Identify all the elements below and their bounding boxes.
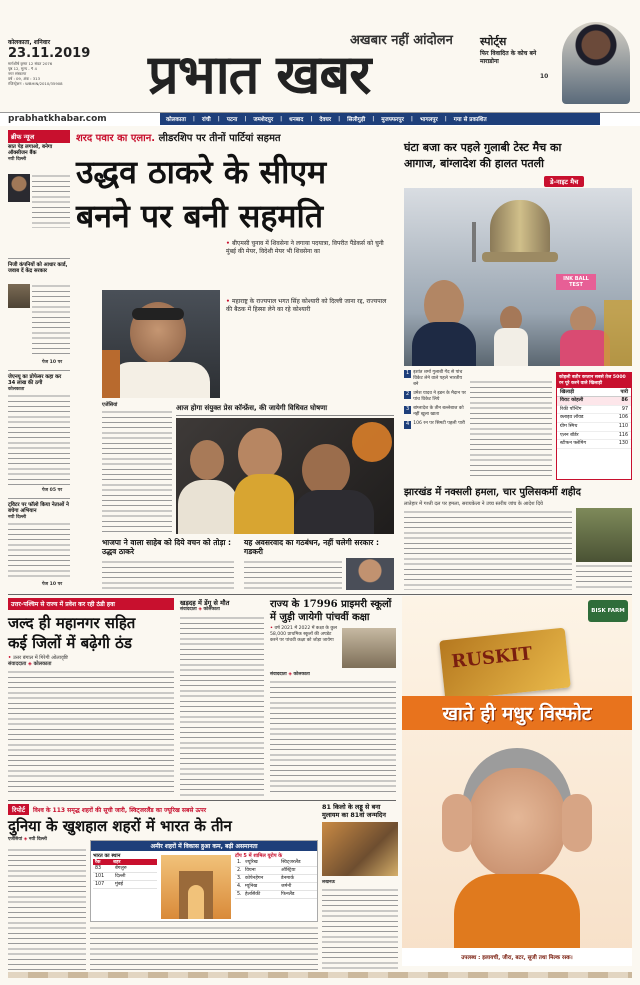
police-caption bbox=[576, 564, 632, 590]
report-text bbox=[8, 848, 86, 976]
school-bullet: • वर्ष 2021 में 2022 में कक्षा के कुल 58,000 प्राथमिक स्कूलों की अपडेट करने पर पांचवी कक्षा को जोड़ा जायेगा bbox=[270, 626, 338, 643]
brief-item[interactable] bbox=[8, 262, 70, 365]
masthead-date-detail: मार्गशीर्ष कृष्ण 12 संवत 2076 bbox=[8, 61, 53, 66]
lead-bullet: • महाराष्ट्र के राज्यपाल भगत सिंह कोश्यारी को दिल्ली जाना रद्द, राज्यपाल की बैठक में हिस्सा लेने का रहे कोश्यारी bbox=[226, 298, 387, 313]
india-col-city: शहर bbox=[113, 860, 121, 865]
school-photo bbox=[342, 628, 396, 668]
sub-story-left-text bbox=[102, 560, 234, 590]
fact-item: 3 बांग्लादेश के तीन बल्लेबाज को नहीं खुला खाता bbox=[404, 406, 466, 418]
cricket-story bbox=[404, 140, 632, 392]
dengue-text bbox=[180, 616, 264, 796]
top-row bbox=[235, 859, 317, 867]
masthead-date: 23.11.2019 bbox=[8, 46, 91, 61]
graphic-title: अमीर शहरों में विकास हुआ कम, बढ़ी असमानता bbox=[91, 841, 317, 851]
kohli-row bbox=[557, 440, 631, 449]
school-bullet-text: वर्ष 2021 में 2022 में कक्षा के कुल 58,000 प्राथमिक स्कूलों की अपडेट करने पर पांचवी कक्षा को जोड़ा जायेगा bbox=[270, 626, 338, 643]
brief-heading: ब्रीफ न्यूज bbox=[8, 130, 70, 143]
gadkari-photo bbox=[346, 558, 394, 590]
uddhav-photo bbox=[102, 290, 220, 398]
fact-text: 106 रन पर सिमटी पहली पारी bbox=[413, 421, 465, 426]
brief-text bbox=[32, 284, 70, 358]
cold-story bbox=[8, 598, 174, 798]
jharkhand-headline: झारखंड में नक्सली हमला, चार पुलिसकर्मी शहीद bbox=[404, 487, 581, 498]
top-row bbox=[235, 867, 317, 875]
cricket-headline[interactable] bbox=[404, 140, 632, 172]
masthead-meta bbox=[8, 38, 98, 86]
report-kicker-row bbox=[8, 804, 318, 815]
india-row-cell: 101 bbox=[95, 874, 105, 879]
ruskit-ad[interactable] bbox=[402, 596, 632, 966]
city-item: जमशेदपुर bbox=[253, 117, 274, 123]
india-row-cell: 107 bbox=[95, 882, 105, 887]
india-row-cell: मुंबई bbox=[115, 882, 123, 887]
report-kicker: विश्व के 113 समृद्ध शहरों की सूची जारी, स्विट्जरलैंड का ज्यूरिख सबसे ऊपर bbox=[33, 806, 207, 814]
city-item: सिलीगुड़ी bbox=[347, 117, 366, 123]
cities-graphic bbox=[90, 840, 318, 922]
cold-headline-line2: कई जिलों में बढ़ेगी ठंड bbox=[8, 634, 132, 652]
brief-title: निजी कंपनियों को आधार कार्ड, जवाब दें केंद्र सरकार bbox=[8, 262, 68, 275]
kohli-player: एलन बॉर्डर bbox=[560, 432, 579, 438]
masthead-reg2: रजिस्ट्रेशन : WBHIN/2010/35908 bbox=[8, 81, 63, 86]
jharkhand-sub: लातेहार में गश्ती दल पर हमला, सरायकेला ने उच्च स्तरीय जांच के आदेश दिये bbox=[404, 501, 543, 507]
top-row-cell: 5. bbox=[237, 892, 242, 897]
lead-bullet-text: महाराष्ट्र के राज्यपाल भगत सिंह कोश्यारी को दिल्ली जाना रद्द, राज्यपाल की बैठक में हिस्सा लेने का रहे कोश्यारी bbox=[226, 298, 387, 313]
cold-byline-text: संवाददाता bbox=[8, 661, 27, 667]
top-row-cell: 3. bbox=[237, 876, 242, 881]
fact-text: बांग्लादेश के तीन बल्लेबाज को नहीं खुला खाता bbox=[413, 406, 464, 417]
brief-page: पेज 10 पर bbox=[42, 360, 63, 365]
school-headline-line1: राज्य के 17996 प्राइमरी स्कूलों bbox=[270, 599, 392, 610]
india-rows bbox=[93, 865, 157, 889]
top-row bbox=[235, 883, 317, 891]
top-five-table bbox=[235, 853, 317, 899]
pink-ball-sign: INK BALL TEST bbox=[556, 274, 596, 290]
lead-kicker-2: लीडरशिप पर तीनों पार्टियां सहमत bbox=[158, 133, 281, 144]
cold-sub-text: उत्तर बंगाल में गिरेगी ओलावृष्टि bbox=[12, 655, 68, 661]
brief-title: सात पेड़ लगाओ, बनेगा ऑक्सीजन बैंक bbox=[8, 144, 53, 157]
mulayam-headline-line2: मुलायम का 81वां जन्मदिन bbox=[322, 810, 386, 819]
masthead-title: प्रभात खबर bbox=[148, 42, 371, 106]
mulayam-photo bbox=[322, 822, 398, 876]
india-row-cell: बेंगलुरु bbox=[115, 866, 127, 871]
city-item: गया से प्रकाशित bbox=[453, 117, 487, 123]
mulayam-headline[interactable] bbox=[322, 804, 398, 819]
jharkhand-story[interactable] bbox=[404, 486, 632, 592]
top-rows bbox=[235, 859, 317, 899]
footer-bar bbox=[8, 972, 632, 978]
kohli-row bbox=[557, 397, 631, 406]
cold-headline-line1: जल्द ही महानगर सहित bbox=[8, 614, 136, 632]
kohli-player: रिकी पॉन्टिंग bbox=[560, 406, 582, 412]
website-url[interactable]: prabhatkhabar.com bbox=[8, 114, 107, 124]
fact-item: 4 106 रन पर सिमटी पहली पारी bbox=[406, 421, 465, 427]
masthead-city: कोलकाता, शनिवार bbox=[8, 39, 51, 46]
brief-title: जेएनयू का प्रोफेसर कहा कर 34 लाख की ठगी bbox=[8, 374, 62, 387]
ad-footer bbox=[402, 948, 632, 966]
kohli-table bbox=[556, 372, 632, 480]
city-item: धनबाद bbox=[289, 117, 304, 123]
cricket-tag: डे-नाइट मैच bbox=[544, 176, 584, 187]
dengue-place: कोलकाता bbox=[203, 607, 220, 612]
school-place: कोलकाता bbox=[293, 672, 310, 677]
kohli-innings: 116 bbox=[618, 432, 628, 438]
cities-strip: कोलकाता | रांची | पटना | जमशेदपुर | धनबाद | देवघर | सिलीगुड़ी | मुजफ्फरपुर | भागलपुर | गया से प्रकाशित bbox=[160, 113, 600, 125]
dengue-byline-text: संवाददाता bbox=[180, 607, 197, 612]
cricket-headline-line1: घंटा बजा कर पहले गुलाबी टेस्ट मैच का bbox=[404, 141, 562, 154]
india-row bbox=[93, 865, 157, 873]
kohli-row bbox=[557, 432, 631, 441]
brief-place: नयी दिल्ली bbox=[8, 156, 27, 162]
brief-item[interactable] bbox=[8, 502, 70, 587]
cold-text bbox=[8, 670, 174, 796]
ad-slogan bbox=[402, 696, 632, 730]
top-row-cell: स्विट्जरलैंड bbox=[281, 860, 301, 865]
brief-photo bbox=[8, 174, 30, 202]
mulayam-headline-line1: 81 किलो के लड्डू से बना bbox=[322, 803, 381, 811]
cricket-facts bbox=[404, 370, 466, 480]
jharkhand-text bbox=[404, 510, 572, 590]
website-bar bbox=[0, 112, 640, 126]
fact-item: 2 उमेश यादव ने इडन के मैदान पर पांच विकेट लिये bbox=[406, 391, 466, 402]
india-rank-title: भारत का स्थान bbox=[93, 853, 121, 859]
sports-promo-page: 10 bbox=[540, 73, 549, 80]
ad-footer-text: उपलब्ध : इलायची, जीरा, बटर, सूजी तथा मिल्क रस्क। bbox=[461, 955, 573, 961]
top-row-cell: 4. bbox=[237, 884, 242, 889]
supreme-court-photo bbox=[8, 284, 30, 308]
report-byline: एजेंसियां ◈ नयी दिल्ली bbox=[8, 837, 47, 842]
ruskit-pack bbox=[439, 628, 571, 701]
police-photo bbox=[576, 508, 632, 562]
india-row-cell: दिल्ली bbox=[115, 874, 126, 879]
brief-title: ट्विटर पर फॉलो किया नेताओं ने बचेगा अभियान bbox=[8, 502, 69, 515]
city-item: कोलकाता bbox=[166, 117, 186, 123]
kohli-row bbox=[557, 414, 631, 423]
cold-headline[interactable] bbox=[8, 613, 174, 653]
masthead bbox=[0, 0, 640, 124]
india-row bbox=[93, 873, 157, 881]
city-item: रांची bbox=[201, 117, 211, 123]
kohli-player: क्लाइव लॉयड bbox=[560, 415, 584, 421]
lead-kicker-row bbox=[76, 130, 398, 144]
press-line: आज होगा संयुक्त प्रेस कॉन्फ्रेंस, की जायेगी विधिवत घोषणा bbox=[176, 404, 394, 416]
city-item: देवघर bbox=[319, 117, 332, 123]
brief-page: पेज 10 पर bbox=[42, 582, 63, 587]
school-byline: संवाददाता ◈ कोलकाता bbox=[270, 672, 310, 677]
kohli-innings: 86 bbox=[621, 398, 628, 404]
bisk-farm-text: BISK FARM bbox=[591, 608, 625, 614]
sub-story-right-text bbox=[244, 560, 342, 590]
city-item: पटना bbox=[226, 117, 238, 123]
top-row-cell: फिनलैंड bbox=[281, 892, 295, 897]
brief-page: पेज 05 पर bbox=[42, 488, 63, 493]
masthead-tagline: अखबार नहीं आंदोलन bbox=[350, 33, 453, 48]
lead-byline: एजेंसियां bbox=[102, 402, 118, 408]
top-row-cell: जर्मनी bbox=[281, 884, 292, 889]
city-item: मुजफ्फरपुर bbox=[381, 117, 404, 123]
india-row bbox=[93, 881, 157, 889]
sports-promo-label: स्पोर्ट्स bbox=[480, 35, 507, 48]
report-headline[interactable]: दुनिया के खुशहाल शहरों में भारत के तीन bbox=[8, 817, 232, 835]
kohli-player: विराट कोहली bbox=[560, 398, 584, 404]
group-photo bbox=[176, 418, 394, 534]
lead-bullet-text: बीएमसी चुनाव में शिवसेना ने लगाया पदयात्रा, विपरीत पैंडेकर्स को चुनी मुंबई की मेयर, विदेशी मेयर भी शिवसेना का bbox=[226, 240, 384, 255]
mulayam-place: लखनऊ bbox=[322, 880, 336, 885]
school-story bbox=[270, 598, 396, 798]
school-headline[interactable] bbox=[270, 598, 396, 624]
kohli-table-title: कोहली बतौर कप्तान सबसे तेज 5000 रन पूरे करने वाले खिलाड़ी bbox=[557, 373, 631, 388]
cold-place: कोलकाता bbox=[33, 661, 52, 667]
city-item: भागलपुर bbox=[419, 117, 438, 123]
ad-woman-photo bbox=[434, 734, 600, 948]
cricket-body bbox=[470, 380, 552, 476]
kohli-player: ग्रीम स्मिथ bbox=[560, 423, 578, 429]
top-row-cell: म्यूनिख bbox=[245, 884, 258, 889]
maradona-photo bbox=[562, 22, 630, 104]
ad-slogan-text: खाते ही मधुर विस्फोट bbox=[442, 703, 592, 725]
sports-promo-text: फिर विवादित के कोच बने माराडोना bbox=[480, 50, 537, 65]
report-label: रिपोर्ट bbox=[8, 804, 29, 815]
report-text-2 bbox=[90, 926, 318, 976]
top-row-cell: 2. bbox=[237, 868, 242, 873]
india-col-rank: रैंक bbox=[95, 860, 101, 865]
top-row-cell: डेनमार्क bbox=[281, 876, 295, 881]
masthead-pages: पृष्ठ 12, मूल्य - ₹ 4 bbox=[8, 66, 37, 71]
bisk-farm-logo bbox=[588, 600, 628, 622]
fact-item: 1 इशांत शर्मा गुलाबी गेंद से पांच विकेट लेने वाले पहले भारतीय बने bbox=[404, 370, 466, 388]
kohli-innings: 106 bbox=[618, 415, 628, 421]
kohli-row bbox=[557, 423, 631, 432]
kohli-col-inn: पारी bbox=[620, 389, 628, 396]
brief-place: नयी दिल्ली bbox=[8, 514, 27, 520]
cricket-headline-line2: आगाज, बांग्लादेश की हालत पतली bbox=[404, 157, 544, 170]
cities-report bbox=[8, 804, 318, 976]
fact-text: इशांत शर्मा गुलाबी गेंद से पांच विकेट लेने वाले पहले भारतीय बने bbox=[413, 370, 463, 387]
bell-photo bbox=[404, 188, 632, 366]
kohli-row bbox=[557, 406, 631, 415]
report-place: नयी दिल्ली bbox=[28, 837, 47, 842]
lead-story bbox=[76, 130, 398, 592]
school-text bbox=[270, 680, 396, 796]
cold-sub: • उत्तर बंगाल में गिरेगी ओलावृष्टि bbox=[8, 655, 68, 661]
sports-promo[interactable] bbox=[478, 28, 634, 112]
dengue-byline: संवाददाता ◈ कोलकाता bbox=[180, 607, 220, 612]
brief-item[interactable] bbox=[8, 144, 70, 163]
brief-text bbox=[8, 394, 70, 486]
kohli-innings: 97 bbox=[621, 406, 628, 412]
masthead-edition: नगर संस्करण bbox=[8, 71, 27, 76]
dengue-story bbox=[180, 598, 264, 798]
dengue-title[interactable]: खड़दह में डेंगू से मौत bbox=[180, 599, 230, 607]
india-rank-table bbox=[93, 853, 157, 889]
school-headline-line2: में जुड़ी जायेगी पांचवीं कक्षा bbox=[270, 612, 370, 623]
lead-headline-line2: बनने पर बनी सहमति bbox=[76, 197, 324, 235]
cold-byline: संवाददाता ◈ कोलकाता bbox=[8, 661, 52, 667]
top-row-cell: कोपेनहेगन bbox=[245, 876, 264, 881]
masthead-reg: वर्ष : 09, अंक : 313 bbox=[8, 76, 41, 81]
top-row-cell: ऑस्ट्रिया bbox=[281, 868, 296, 873]
cold-kicker: उत्तर-पश्चिम से राज्य में प्रवेश कर रही ठंडी हवा bbox=[8, 598, 174, 610]
top-row-cell: हेलसिंकी bbox=[245, 892, 261, 897]
lead-body-left bbox=[102, 410, 172, 534]
brief-text bbox=[32, 174, 70, 228]
lead-bullet: • बीएमसी चुनाव में शिवसेना ने लगाया पदयात्रा, विपरीत पैंडेकर्स को चुनी मुंबई की मेयर, विदेशी मेयर भी शिवसेना का bbox=[226, 240, 384, 255]
kohli-rows bbox=[557, 397, 631, 449]
kohli-col-player: खिलाड़ी bbox=[560, 389, 575, 396]
fact-text: उमेश यादव ने इडन के मैदान पर पांच विकेट लिये bbox=[413, 391, 466, 402]
top-five-title: टॉप 5 में शामिल यूरोप के bbox=[235, 853, 283, 859]
kohli-innings: 130 bbox=[618, 441, 628, 447]
lead-headline-line1: उद्धव ठाकरे के सीएम bbox=[76, 153, 327, 191]
brief-place: कोलकाता bbox=[8, 386, 25, 392]
brief-column bbox=[8, 130, 70, 592]
top-row-cell: ज्यूरिख bbox=[245, 860, 258, 865]
sub-story-right[interactable]: यह अवसरवाद का गठबंधन, नहीं चलेगी सरकार : गडकरी bbox=[244, 538, 379, 556]
lead-headline[interactable] bbox=[76, 150, 398, 238]
brief-item[interactable] bbox=[8, 374, 70, 493]
lead-kicker: शरद पवार का एलान. bbox=[76, 133, 156, 144]
ruskit-brand: RUSKIT bbox=[450, 643, 534, 673]
mulayam-story bbox=[322, 804, 398, 976]
kohli-player: स्टीफन फ्लेमिंग bbox=[560, 441, 587, 447]
top-row bbox=[235, 891, 317, 899]
school-byline-text: संवाददाता bbox=[270, 672, 287, 677]
india-gate-image bbox=[161, 855, 231, 919]
brief-text bbox=[8, 522, 70, 580]
report-byline-text: एजेंसियां bbox=[8, 837, 23, 842]
mulayam-text bbox=[322, 888, 398, 976]
kohli-innings: 110 bbox=[618, 423, 628, 429]
india-row-cell: 83 bbox=[95, 866, 102, 871]
top-row-cell: 1. bbox=[237, 860, 242, 865]
sub-story-left[interactable]: भाजपा ने वाला साहेब को दिये वचन को तोड़ा : उद्धव ठाकरे bbox=[102, 538, 232, 556]
top-row bbox=[235, 875, 317, 883]
top-row-cell: वियना bbox=[245, 868, 256, 873]
